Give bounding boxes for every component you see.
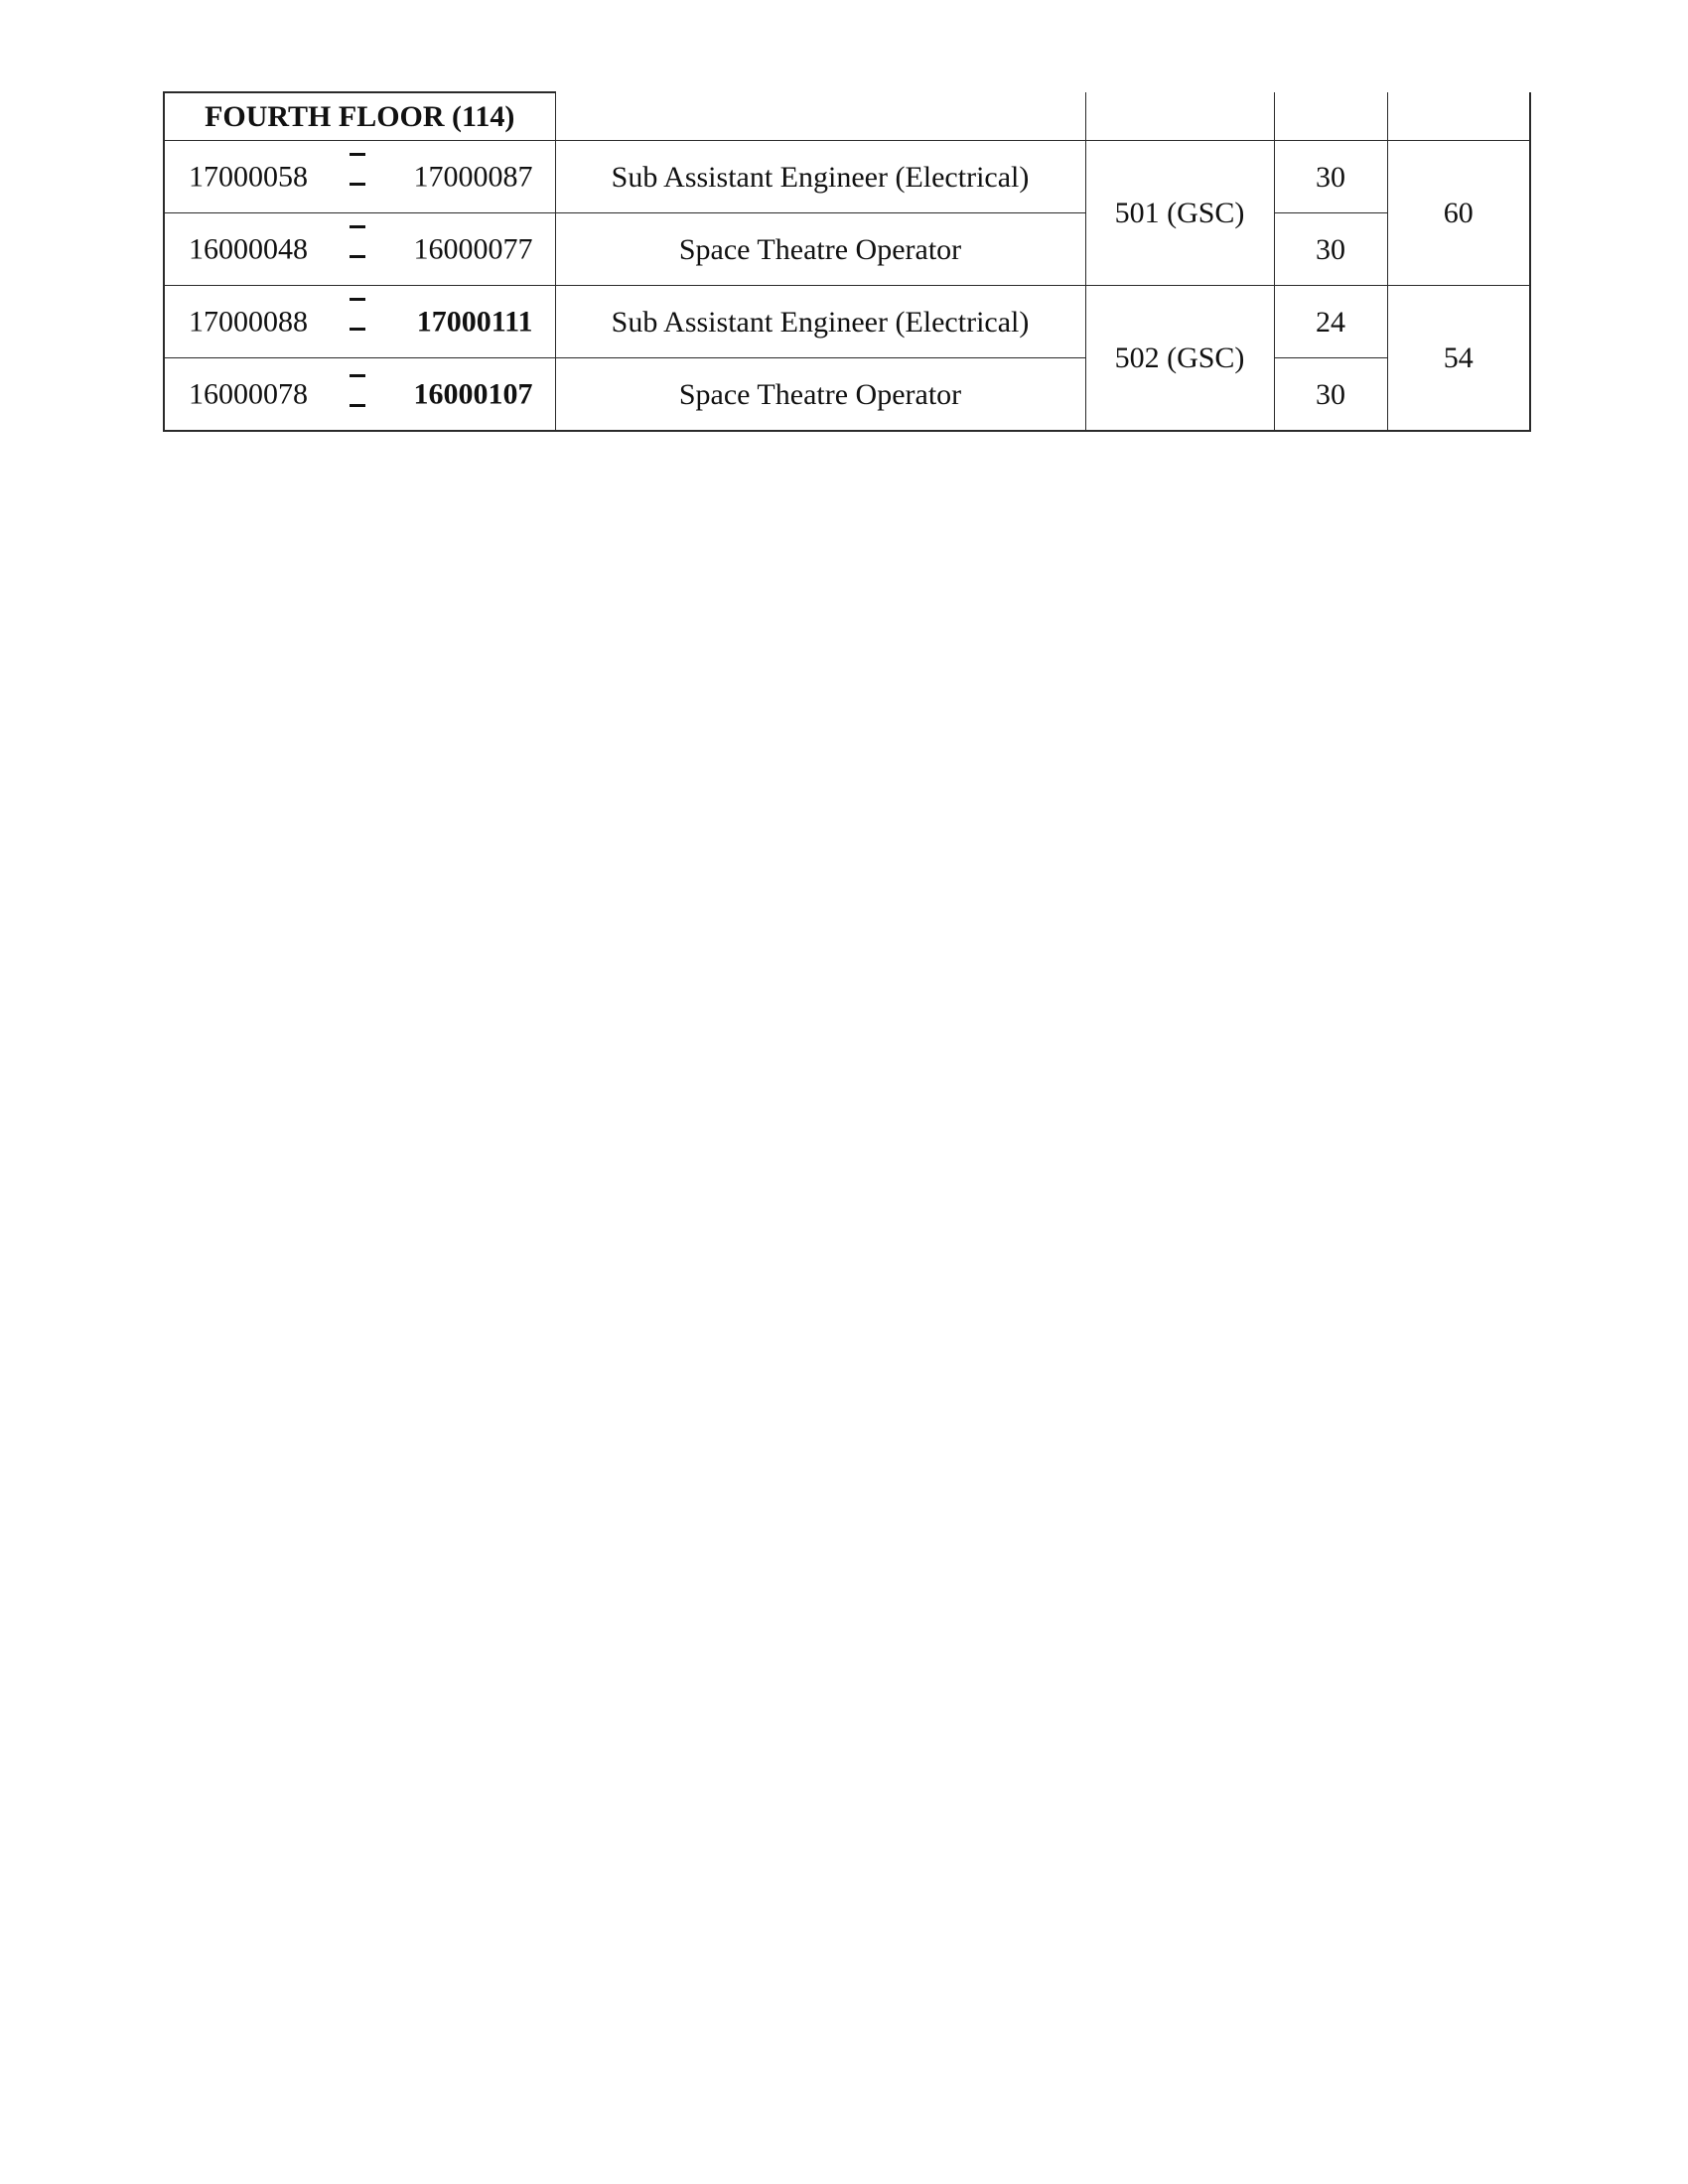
range-separator [348, 288, 369, 355]
seat-plan-table [163, 91, 1531, 432]
roll-range-cell [164, 141, 555, 213]
roll-range-cell [164, 358, 555, 432]
roll-from: 17000058 [189, 160, 308, 194]
post-name: Sub Assistant Engineer (Electrical) [555, 286, 1085, 358]
header-empty-cell [555, 92, 1085, 141]
post-name: Space Theatre Operator [555, 358, 1085, 432]
room-number: 501 (GSC) [1085, 141, 1274, 286]
candidate-count: 30 [1274, 141, 1387, 213]
candidate-count: 24 [1274, 286, 1387, 358]
roll-range-cell [164, 286, 555, 358]
roll-to: 17000087 [413, 160, 533, 194]
header-empty-cell [1274, 92, 1387, 141]
floor-header-row [164, 92, 1530, 141]
table-row [164, 141, 1530, 213]
range-separator [348, 143, 369, 210]
range-separator [348, 360, 369, 428]
roll-to: 16000077 [413, 232, 533, 266]
table-row [164, 286, 1530, 358]
roll-from: 17000088 [189, 305, 308, 339]
room-number: 502 (GSC) [1085, 286, 1274, 432]
room-total: 60 [1387, 141, 1530, 286]
seat-plan-table-wrapper [163, 91, 1529, 432]
roll-from: 16000048 [189, 232, 308, 266]
table-row [164, 213, 1530, 286]
candidate-count: 30 [1274, 358, 1387, 432]
header-empty-cell [1085, 92, 1274, 141]
post-name: Space Theatre Operator [555, 213, 1085, 286]
header-empty-cell [1387, 92, 1530, 141]
post-name: Sub Assistant Engineer (Electrical) [555, 141, 1085, 213]
roll-range-cell [164, 213, 555, 286]
roll-from: 16000078 [189, 377, 308, 411]
candidate-count: 30 [1274, 213, 1387, 286]
roll-to: 16000107 [413, 377, 533, 411]
table-row [164, 358, 1530, 432]
roll-to: 17000111 [416, 305, 533, 339]
range-separator [348, 215, 369, 283]
floor-title: FOURTH FLOOR (114) [164, 92, 555, 141]
room-total: 54 [1387, 286, 1530, 432]
